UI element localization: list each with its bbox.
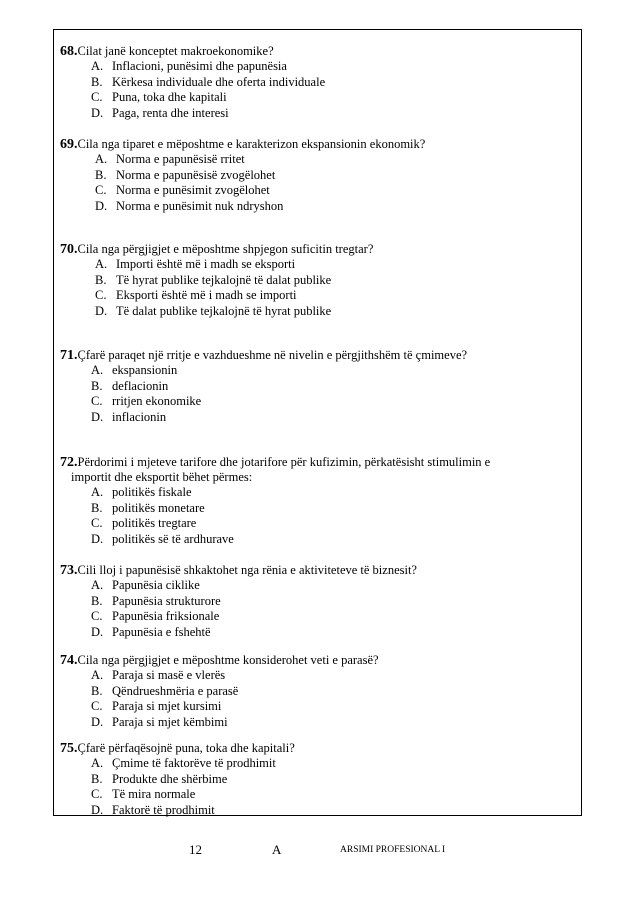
option-d[interactable]: D. Të dalat publike tejkalojnë të hyrat publike <box>95 303 332 318</box>
option-c[interactable]: C. Eksporti është më i madh se importi <box>95 288 297 302</box>
question-73 <box>60 563 575 640</box>
option-b[interactable]: B. Papunësia strukturore <box>91 593 221 608</box>
option-c[interactable]: C. Norma e punësimit zvogëlohet <box>95 183 270 197</box>
question-69 <box>60 137 575 214</box>
question-number: 75. <box>60 741 78 756</box>
question-71 <box>60 348 575 425</box>
question-text: Cila nga përgjigjet e mëposhtme shpjegon suficitin tregtar? <box>77 242 374 256</box>
question-number: 69. <box>60 137 78 152</box>
question-text-continued: importit dhe eksportit bëhet përmes: <box>71 470 253 484</box>
option-d[interactable]: D. Faktorë të prodhimit <box>91 802 215 817</box>
option-a[interactable]: A. Importi është më i madh se eksporti <box>95 257 296 271</box>
option-b[interactable]: B. Kërkesa individuale dhe oferta individuale <box>91 74 326 89</box>
option-a[interactable]: A. Paraja si masë e vlerës <box>91 668 226 682</box>
options-list <box>60 152 575 214</box>
question-number: 68. <box>60 44 78 59</box>
question-text: Çfarë paraqet një rritje e vazhdueshme në nivelin e përgjithshëm të çmimeve? <box>77 348 468 362</box>
option-d[interactable]: D. Papunësia e fshehtë <box>91 624 211 639</box>
option-b[interactable]: B. deflacionin <box>91 378 169 393</box>
question-number: 71. <box>60 348 78 363</box>
option-a[interactable]: A. Inflacioni, punësimi dhe papunësia <box>91 59 287 73</box>
option-a[interactable]: A. politikës fiskale <box>91 485 192 499</box>
question-text: Përdorimi i mjeteve tarifore dhe jotarifore për kufizimin, përkatësisht stimulimin e <box>77 455 491 469</box>
options-list <box>60 756 575 818</box>
option-c[interactable]: C. Papunësia friksionale <box>91 609 220 623</box>
question-number: 74. <box>60 653 78 668</box>
options-list <box>60 59 575 121</box>
question-75 <box>60 741 575 818</box>
option-b[interactable]: B. Produkte dhe shërbime <box>91 771 228 786</box>
option-d[interactable]: D. inflacionin <box>91 409 167 424</box>
question-68 <box>60 44 575 121</box>
question-72 <box>60 455 575 547</box>
option-a[interactable]: A. Papunësia ciklike <box>91 578 200 592</box>
page-number: 12 <box>189 842 202 857</box>
option-a[interactable]: A. ekspansionin <box>91 363 178 377</box>
options-list <box>60 668 575 730</box>
question-text: Cila nga përgjigjet e mëposhtme konsiderohet veti e parasë? <box>77 653 379 667</box>
question-text: Çfarë përfaqësojnë puna, toka dhe kapitali? <box>77 741 295 755</box>
options-list <box>60 363 575 425</box>
question-number: 72. <box>60 455 78 470</box>
option-c[interactable]: C. Paraja si mjet kursimi <box>91 699 222 713</box>
options-list <box>60 257 575 319</box>
option-d[interactable]: D. Norma e punësimit nuk ndryshon <box>95 198 284 213</box>
exam-variant: A <box>272 842 282 857</box>
question-number: 73. <box>60 563 78 578</box>
question-text: Cilat janë konceptet makroekonomike? <box>77 44 274 58</box>
option-c[interactable]: C. rritjen ekonomike <box>91 394 202 408</box>
options-list <box>60 485 575 547</box>
question-number: 70. <box>60 242 78 257</box>
question-text: Cili lloj i papunësisë shkaktohet nga rënia e aktiviteteve të biznesit? <box>77 563 417 577</box>
option-b[interactable]: B. Norma e papunësisë zvogëlohet <box>95 167 276 182</box>
option-d[interactable]: D. politikës së të ardhurave <box>91 531 234 546</box>
option-c[interactable]: C. Të mira normale <box>91 787 196 801</box>
option-a[interactable]: A. Norma e papunësisë rritet <box>95 152 245 166</box>
option-b[interactable]: B. politikës monetare <box>91 500 205 515</box>
option-c[interactable]: C. Puna, toka dhe kapitali <box>91 90 227 104</box>
options-list <box>60 578 575 640</box>
option-d[interactable]: D. Paga, renta dhe interesi <box>91 105 229 120</box>
option-c[interactable]: C. politikës tregtare <box>91 516 197 530</box>
question-70 <box>60 242 575 319</box>
footer-title: ARSIMI PROFESIONAL I <box>340 845 446 855</box>
option-b[interactable]: B. Të hyrat publike tejkalojnë të dalat publike <box>95 272 332 287</box>
question-text: Cila nga tiparet e mëposhtme e karakterizon ekspansionin ekonomik? <box>77 137 426 151</box>
question-74 <box>60 653 575 730</box>
option-d[interactable]: D. Paraja si mjet këmbimi <box>91 714 228 729</box>
option-b[interactable]: B. Qëndrueshmëria e parasë <box>91 683 239 698</box>
option-a[interactable]: A. Çmime të faktorëve të prodhimit <box>91 756 276 770</box>
